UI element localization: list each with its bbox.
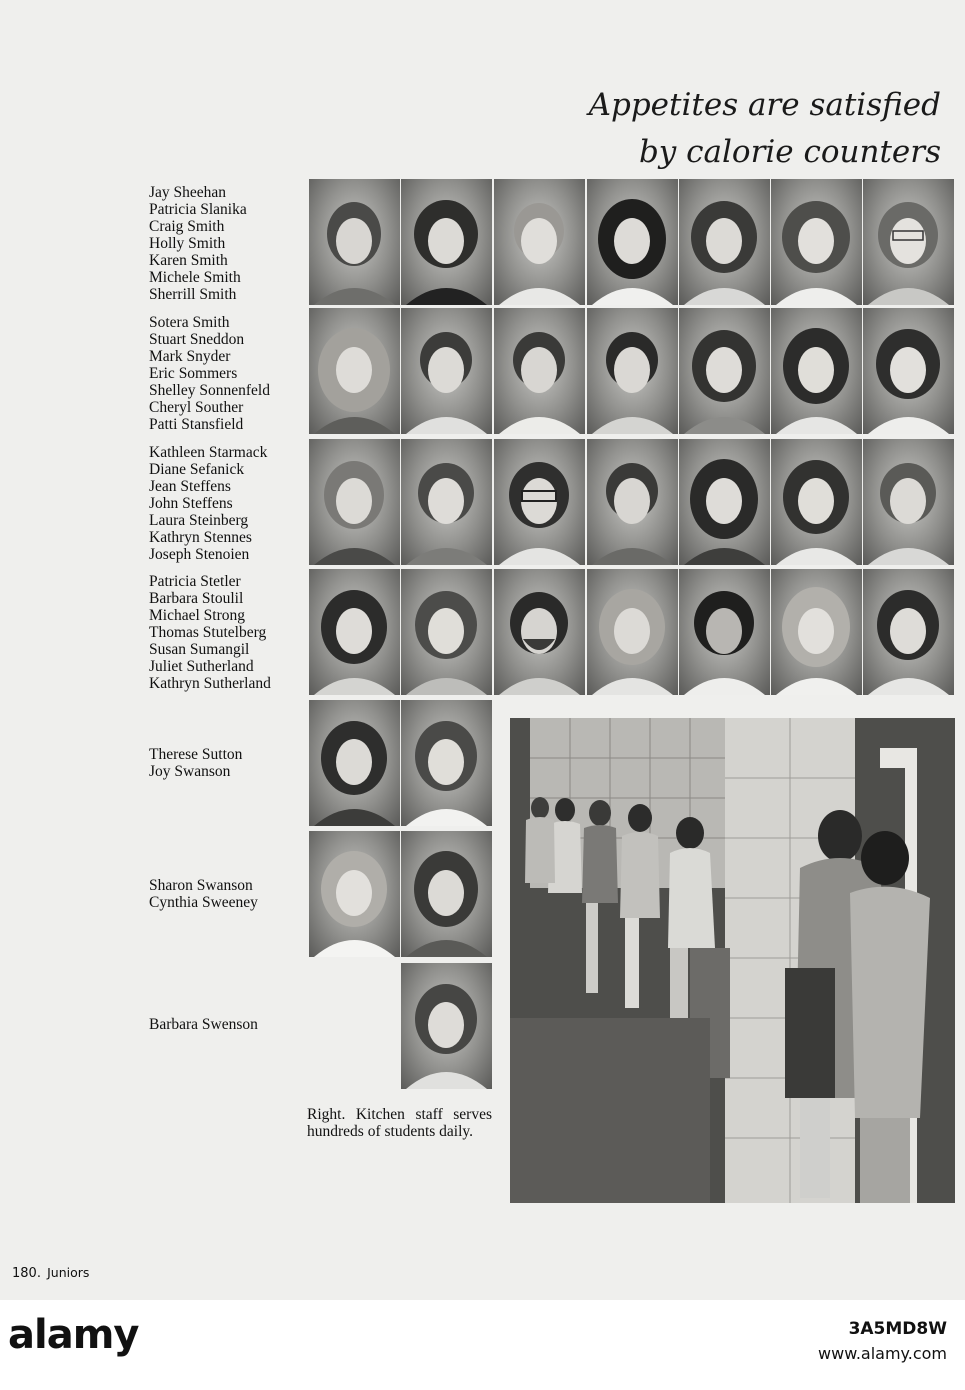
- student-portrait: [309, 308, 400, 434]
- student-name: Michele Smith: [149, 269, 241, 286]
- student-name: Kathleen Starmack: [149, 444, 268, 461]
- student-name: Sherrill Smith: [149, 286, 237, 303]
- student-name: John Steffens: [149, 495, 233, 512]
- student-portrait: [863, 569, 954, 695]
- page-number: 180.: [12, 1266, 41, 1281]
- student-name: Barbara Stoulil: [149, 590, 244, 607]
- student-name: Susan Sumangil: [149, 641, 250, 658]
- student-name: Therese Sutton: [149, 746, 243, 763]
- student-portrait: [309, 179, 400, 305]
- student-name: Sharon Swanson: [149, 877, 253, 894]
- student-portrait: [494, 569, 585, 695]
- student-portrait: [309, 439, 400, 565]
- watermark-image-id: 3A5MD8W: [848, 1319, 947, 1339]
- watermark-url: www.alamy.com: [818, 1344, 947, 1363]
- student-name: Patti Stansfield: [149, 416, 244, 433]
- student-portrait: [309, 700, 400, 826]
- student-name: Barbara Swenson: [149, 1016, 258, 1033]
- student-portrait: [401, 831, 492, 957]
- name-list-row-4: [149, 573, 271, 692]
- student-name: Patricia Stetler: [149, 573, 241, 590]
- student-portrait: [587, 179, 678, 305]
- student-portrait: [863, 439, 954, 565]
- page-folio: [12, 1265, 89, 1281]
- kitchen-photo: [510, 718, 955, 1203]
- student-portrait: [771, 439, 862, 565]
- student-portrait: [587, 569, 678, 695]
- name-list-row-1: [149, 184, 247, 303]
- student-name: Kathryn Stennes: [149, 529, 252, 546]
- student-portrait: [587, 439, 678, 565]
- student-name: Joy Swanson: [149, 763, 231, 780]
- page-title: [589, 82, 941, 176]
- student-name: Cynthia Sweeney: [149, 894, 258, 911]
- section-name: Juniors: [47, 1265, 90, 1280]
- student-portrait: [863, 308, 954, 434]
- student-portrait: [494, 439, 585, 565]
- photo-caption: Right. Kitchen staff serves hundreds of students daily.: [307, 1106, 492, 1140]
- student-portrait: [494, 308, 585, 434]
- name-list-row-2: [149, 314, 270, 433]
- student-name: Jay Sheehan: [149, 184, 227, 201]
- student-name: Jean Steffens: [149, 478, 231, 495]
- title-line-1: Appetites are satisfied: [588, 87, 941, 123]
- title-line-2: by calorie counters: [638, 134, 941, 170]
- student-name: Karen Smith: [149, 252, 228, 269]
- student-portrait: [401, 179, 492, 305]
- student-portrait: [587, 308, 678, 434]
- student-portrait: [771, 569, 862, 695]
- student-portrait: [401, 700, 492, 826]
- student-name: Craig Smith: [149, 218, 225, 235]
- student-name: Thomas Stutelberg: [149, 624, 267, 641]
- student-name: Holly Smith: [149, 235, 226, 252]
- student-portrait: [401, 963, 492, 1089]
- student-portrait: [309, 569, 400, 695]
- student-name: Joseph Stenoien: [149, 546, 250, 563]
- student-name: Laura Steinberg: [149, 512, 249, 529]
- student-name: Kathryn Sutherland: [149, 675, 271, 692]
- student-name: Shelley Sonnenfeld: [149, 382, 270, 399]
- student-portrait: [401, 569, 492, 695]
- student-portrait: [679, 308, 770, 434]
- student-portrait: [401, 308, 492, 434]
- watermark-logo: alamy: [8, 1312, 139, 1358]
- student-name: Diane Sefanick: [149, 461, 245, 478]
- student-name: Eric Sommers: [149, 365, 238, 382]
- student-portrait: [401, 439, 492, 565]
- student-portrait: [309, 831, 400, 957]
- name-list-row-6: [149, 877, 258, 911]
- student-portrait: [679, 569, 770, 695]
- student-name: Cheryl Souther: [149, 399, 244, 416]
- student-portrait: [679, 439, 770, 565]
- student-name: Juliet Sutherland: [149, 658, 254, 675]
- student-name: Sotera Smith: [149, 314, 230, 331]
- student-portrait: [494, 179, 585, 305]
- student-portrait: [679, 179, 770, 305]
- name-list-row-3: [149, 444, 267, 563]
- name-list-row-7: [149, 1016, 258, 1033]
- student-portrait: [771, 308, 862, 434]
- student-name: Stuart Sneddon: [149, 331, 245, 348]
- student-name: Michael Strong: [149, 607, 245, 624]
- student-portrait: [863, 179, 954, 305]
- student-portrait: [771, 179, 862, 305]
- student-name: Mark Snyder: [149, 348, 231, 365]
- name-list-row-5: [149, 746, 242, 780]
- student-name: Patricia Slanika: [149, 201, 247, 218]
